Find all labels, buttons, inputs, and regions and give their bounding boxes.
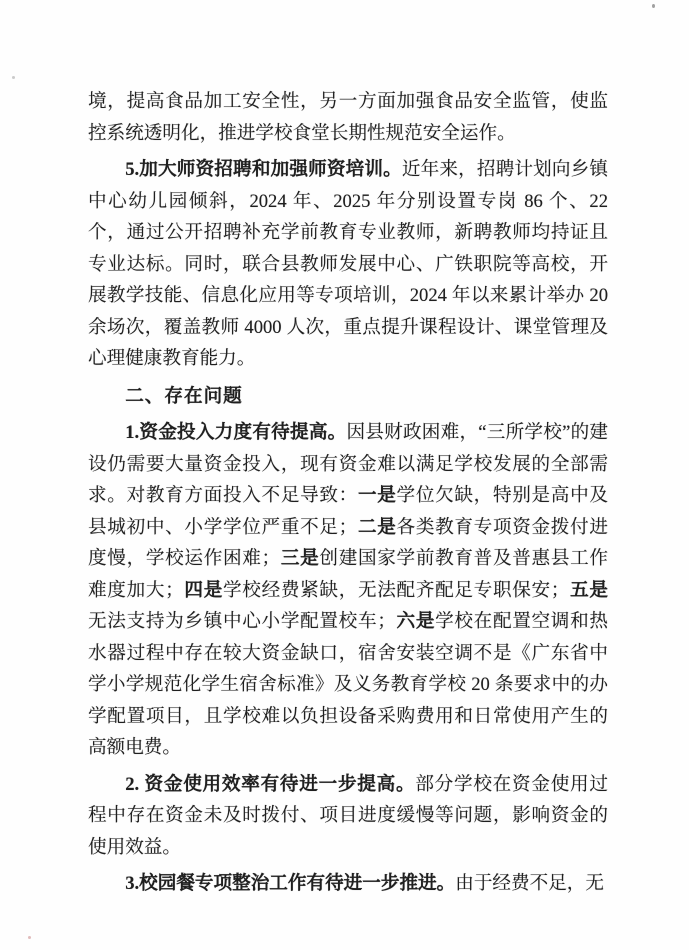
item5-bold-lead: 5.加大师资招聘和加强师资培训。 <box>125 159 402 180</box>
paragraph-problem3-campus-meals <box>88 868 608 900</box>
problem1-bold-lead: 1.资金投入力度有待提高。 <box>125 422 347 443</box>
scan-artifact <box>28 936 31 939</box>
document-text-block <box>88 86 608 905</box>
paragraph-text: 境，提高食品加工安全性，另一方面加强食品安全监管，使监控系统透明化，推进学校食堂长期性规范安全运作。 <box>88 91 608 144</box>
scan-artifact <box>12 76 15 79</box>
scan-artifact <box>652 4 655 8</box>
problem1-point6-text: 学校在配置空调和热水器过程中存在较大资金缺口，宿舍安装空调不是《广东省中学小学规范化学生宿舍标准》及义务教育学校 20 条要求中的办学配置项目，且学校难以负担设备采购费用和日常使用产生的高额电费。 <box>88 611 608 758</box>
problem1-point5-label: 五是 <box>569 579 608 601</box>
problem3-bold-lead: 3.校园餐专项整治工作有待进一步推进。 <box>125 873 456 894</box>
section-heading-existing-problems <box>88 380 608 413</box>
paragraph-item5-teacher-recruitment <box>88 154 608 375</box>
problem1-point6-label: 六是 <box>395 611 436 632</box>
problem1-point2-label: 二是 <box>357 516 397 538</box>
problem1-point1-label: 一是 <box>357 485 397 506</box>
paragraph-problem1-funding <box>88 417 608 764</box>
problem2-bold-lead: 2. 资金使用效率有待进一步提高。 <box>125 773 416 795</box>
item5-body-text: 近年来，招聘计划向乡镇中心幼儿园倾斜，2024 年、2025 年分别设置专岗 86 个、22 个，通过公开招聘补充学前教育专业教师，新聘教师均持证且专业达标。同时，联合县教师发展中心、广铁职院等高校，开展教学技能、信息化应用等专项培训，2024 年以来累计举办 20 余场次，覆盖教师 4000 人次，重点提升课程设计、课堂管理及心理健康教育能力。 <box>88 159 608 369</box>
problem1-point4-text: 学校经费紧缺，无法配齐配足专职保安； <box>223 579 570 601</box>
problem1-point1-text: 学位欠缺，特别是高中及县城初中、小学学位严重不足； <box>88 485 608 538</box>
paragraph-food-safety-continuation <box>88 86 608 149</box>
problem1-point2-text: 各类教育专项资金拨付进度慢，学校运作困难； <box>88 516 608 569</box>
problem2-body-text: 部分学校在资金使用过程中存在资金未及时拨付、项目进度缓慢等问题，影响资金的使用效益。 <box>88 773 608 858</box>
problem1-point4-label: 四是 <box>183 579 223 601</box>
problem1-intro-text: 因县财政困难，“三所学校”的建设仍需要大量资金投入，现有资金难以满足学校发展的全部需求。对教育方面投入不足导致： <box>88 422 608 506</box>
problem1-point3-text: 创建国家学前教育普及普惠县工作难度加大； <box>88 548 608 601</box>
problem1-point5-text: 无法支持为乡镇中心小学配置校车； <box>88 611 396 632</box>
problem1-point3-label: 三是 <box>280 548 320 569</box>
paragraph-problem2-fund-efficiency <box>88 769 608 864</box>
section-heading-text: 二、存在问题 <box>125 384 243 406</box>
problem3-body-text: 由于经费不足，无 <box>455 873 604 894</box>
